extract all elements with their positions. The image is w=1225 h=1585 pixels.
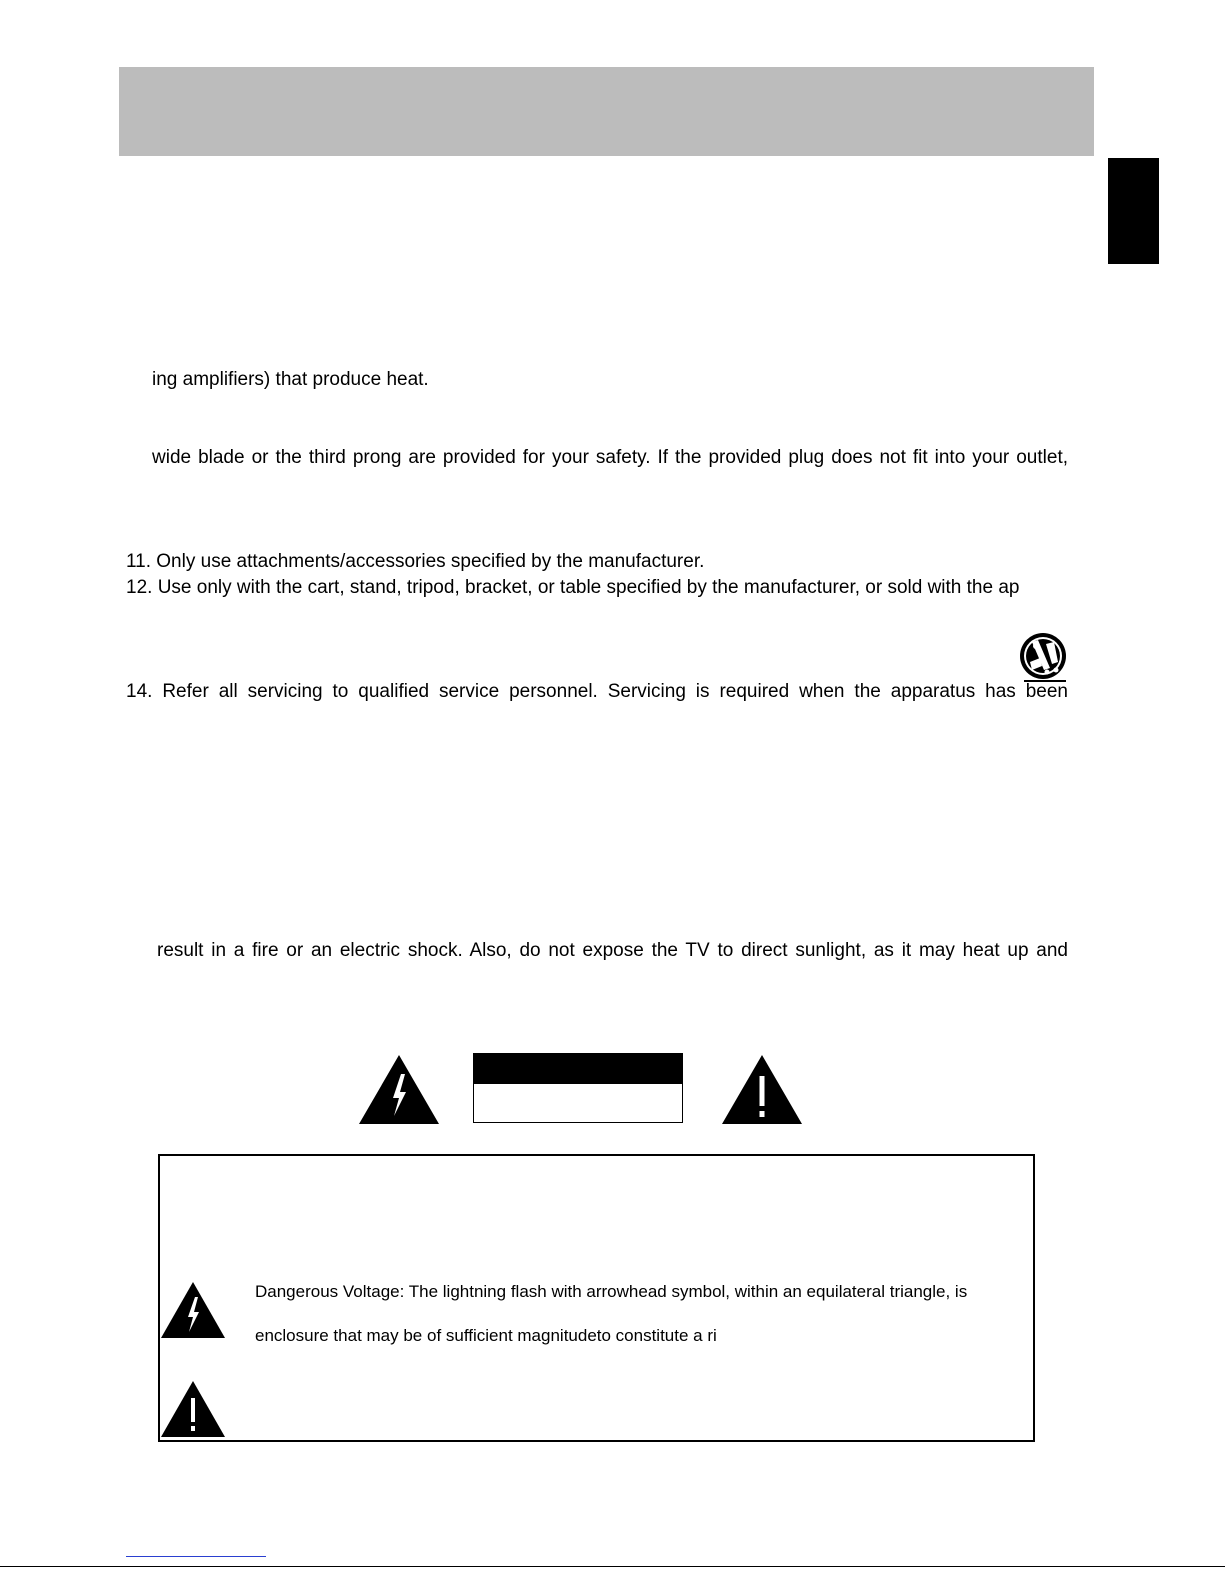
dangerous-voltage-text: Dangerous Voltage: The lightning flash with arrowhead symbol, within an equilateral triangle, is (255, 1282, 968, 1301)
caution-label-bar (474, 1054, 682, 1084)
exclamation-triangle-icon (721, 1054, 803, 1125)
item-14: 14. Refer all servicing to qualified service personnel. Servicing is required when the apparatus has been (126, 681, 1068, 702)
section-tab (1108, 158, 1159, 264)
exclamation-triangle-icon (160, 1380, 226, 1438)
footer-rule (0, 1566, 1225, 1567)
lightning-triangle-icon (358, 1054, 440, 1125)
header-band (119, 67, 1094, 156)
text-line-sunlight: result in a fire or an electric shock. Also, do not expose the TV to direct sunlight, as it may heat up and (157, 940, 1068, 961)
symbols-explanation-box (158, 1154, 1035, 1442)
footer-link-underline (126, 1556, 266, 1557)
item-11: 11. Only use attachments/accessories specified by the manufacturer. (126, 551, 705, 572)
cart-tip-over-icon (1016, 632, 1070, 684)
item-12: 12. Use only with the cart, stand, tripod, bracket, or table specified by the manufacturer, or sold with the ap (126, 577, 1020, 598)
caution-label-box (473, 1053, 683, 1123)
text-line-plug: wide blade or the third prong are provided for your safety. If the provided plug does not fit into your outlet, (152, 447, 1068, 468)
text-line-heat: ing amplifiers) that produce heat. (152, 369, 429, 390)
lightning-triangle-icon (160, 1281, 226, 1339)
dangerous-voltage-text-cont: enclosure that may be of sufficient magnitudeto constitute a ri (255, 1326, 717, 1345)
